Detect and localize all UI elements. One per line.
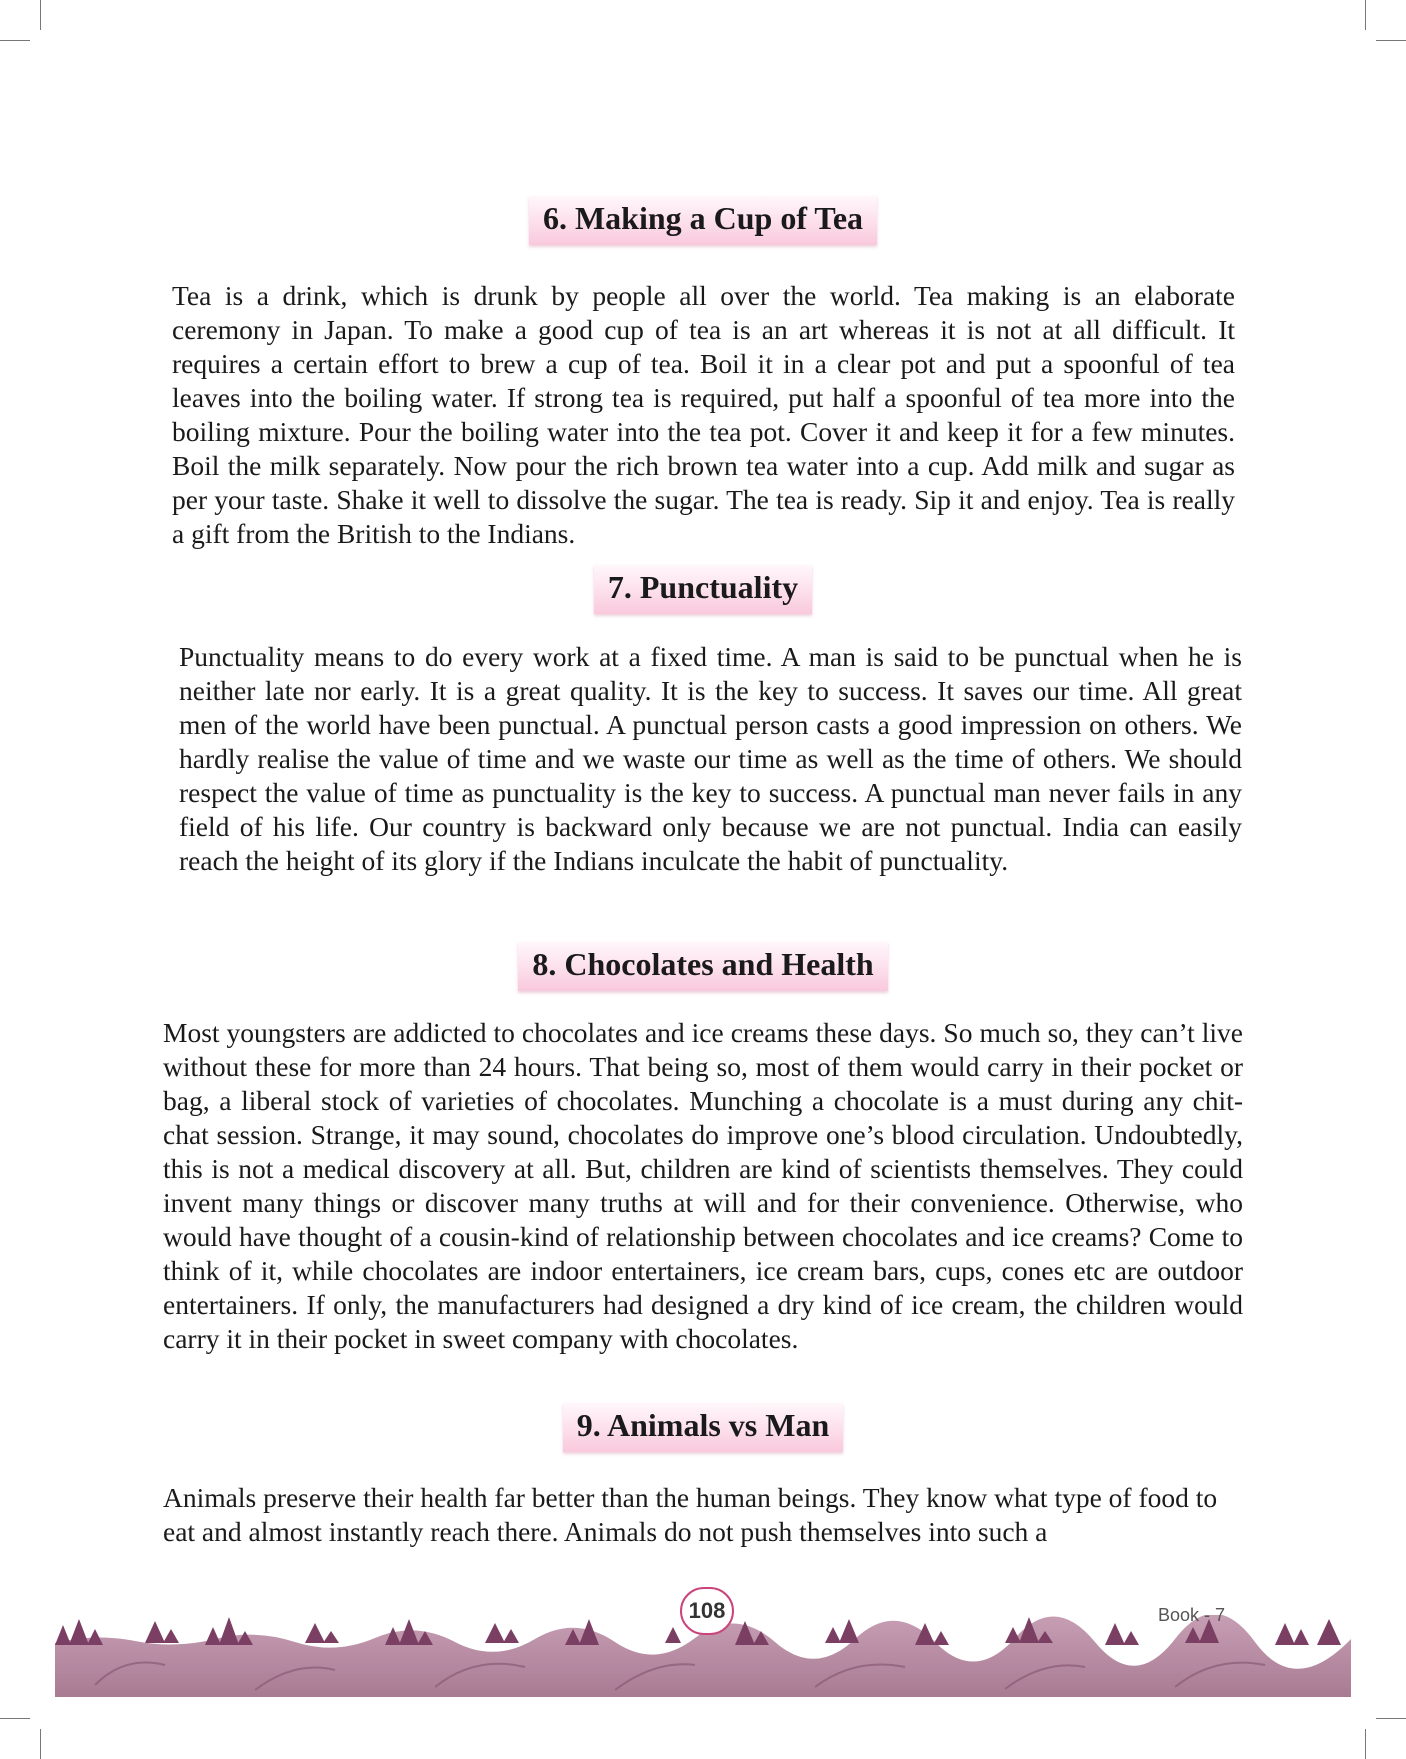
crop-mark-top-left-h [0, 40, 30, 41]
section-body-punctuality: Punctuality means to do every work at a fixed time. A man is said to be punctual when he is neither late nor early. It is a great quality. It is the key to success. It saves our time. All great men of the world have been punctual. A punctual person casts a good impression on others. We hardly realise the value of time and we waste our time as well as the time of others. We should respect the value of time as punctuality is the key to success. A punctual man never fails in any field of his life. Our country is backward only because we are not punctual. India can easily reach the height of its glory if the Indians inculcate the habit of punctuality. [179, 641, 1242, 876]
section-heading-chocolates [0, 942, 1406, 991]
section-title: 9. Animals vs Man [563, 1403, 843, 1452]
section-title: 7. Punctuality [594, 565, 812, 614]
section-title: 8. Chocolates and Health [518, 942, 887, 991]
section-body-tea: Tea is a drink, which is drunk by people all over the world. Tea making is an elaborate ceremony in Japan. To make a good cup of tea is an art whereas it is not at all difficult. It requires a certain effort to brew a cup of tea. Boil it in a clear pot and put a spoonful of tea leaves into the boiling water. If strong tea is required, put half a spoonful of tea more into the boiling mixture. Pour the boiling water into the tea pot. Cover it and keep it for a few minutes. Boil the milk separately. Now pour the rich brown tea water into a cup. Add milk and sugar as per your taste. Shake it well to dissolve the sugar. The tea is ready. Sip it and enjoy. Tea is really a gift from the British to the Indians. [172, 280, 1235, 549]
crop-mark-top-left-v [40, 0, 41, 30]
crop-mark-top-right-h [1376, 40, 1406, 41]
section-body-animals: Animals preserve their health far better than the human beings. They know what type of food to eat and almost instantly reach there. Animals do not push themselves into such a [163, 1482, 1218, 1547]
section-heading-tea [0, 196, 1406, 245]
crop-mark-bottom-left-h [0, 1718, 30, 1719]
page-number-badge [680, 1587, 734, 1635]
book-label: Book - 7 [1158, 1605, 1226, 1625]
section-body-chocolates: Most youngsters are addicted to chocolates and ice creams these days. So much so, they can’t live without these for more than 24 hours. That being so, most of them would carry in their pocket or bag, a liberal stock of varieties of chocolates. Munching a chocolate is a must during any chit-chat session. Strange, it may sound, chocolates do improve one’s blood circulation. Undoubtedly, this is not a medical discovery at all. But, children are kind of scientists themselves. They could invent many things or discover many truths at will and for their convenience. Otherwise, who would have thought of a cousin-kind of relationship between chocolates and ice creams? Come to think of it, while chocolates are indoor entertainers, ice cream bars, cups, cones etc are outdoor entertainers. If only, the manufacturers had designed a dry kind of ice cream, the children would carry it in their pocket in sweet company with chocolates. [163, 1017, 1243, 1354]
crop-mark-bottom-left-v [40, 1729, 41, 1759]
crop-mark-top-right-v [1365, 0, 1366, 30]
crop-mark-bottom-right-h [1376, 1718, 1406, 1719]
section-heading-animals [0, 1403, 1406, 1452]
section-title: 6. Making a Cup of Tea [529, 196, 877, 245]
section-heading-punctuality [0, 565, 1406, 614]
page-number: 108 [688, 1598, 726, 1623]
crop-mark-bottom-right-v [1365, 1729, 1366, 1759]
